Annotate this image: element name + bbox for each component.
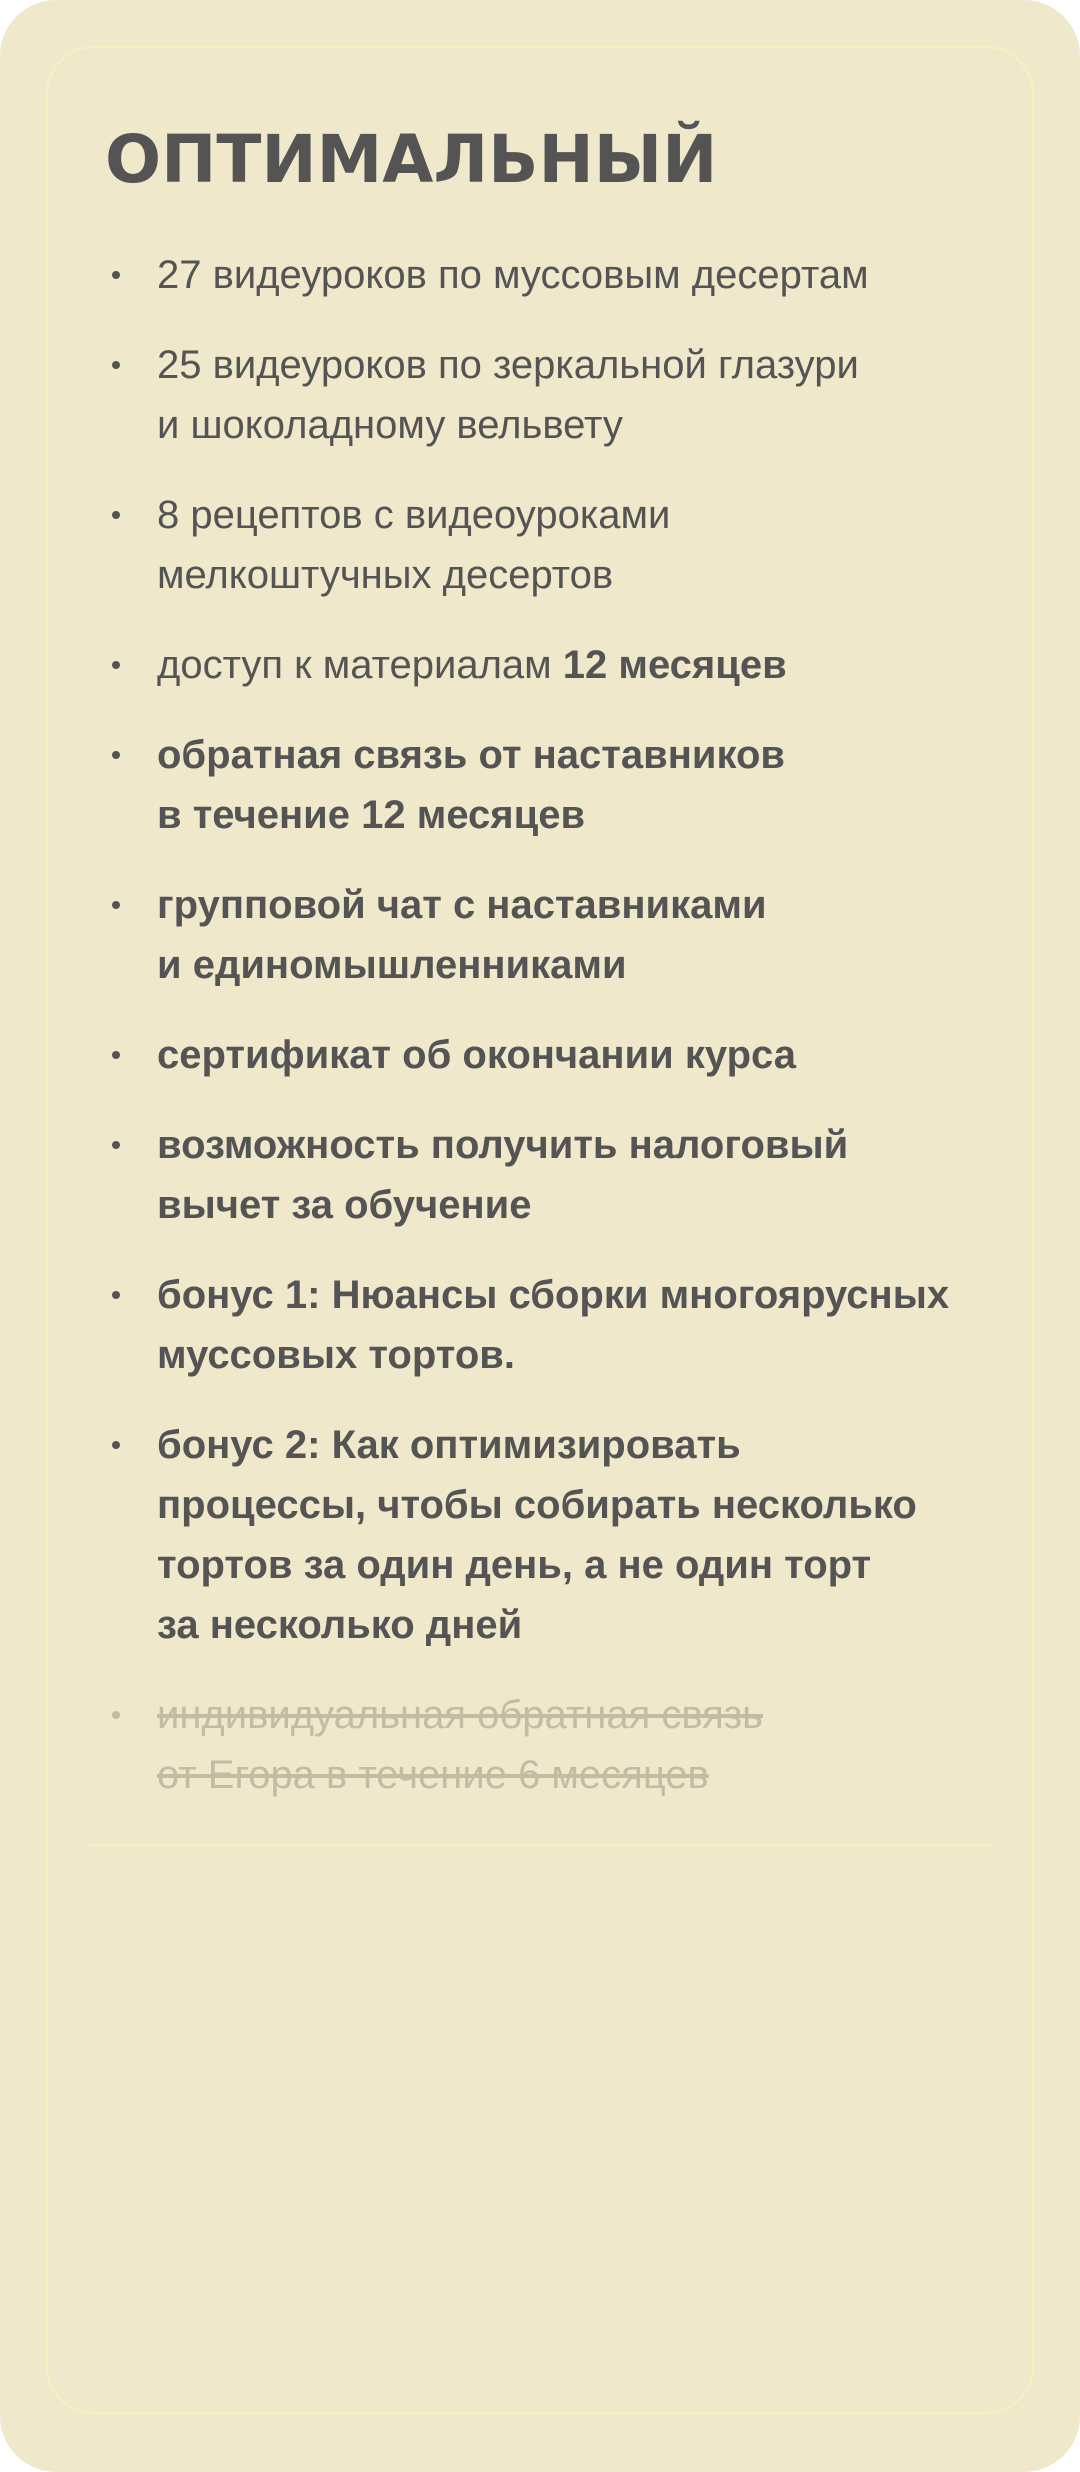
- feature-text-line: [157, 1685, 1020, 1745]
- feature-text-highlight: 12 месяцев: [562, 643, 787, 687]
- feature-text: групповой чат с наставниками: [157, 883, 767, 927]
- bullet-icon: [112, 1711, 120, 1719]
- feature-text: тортов за один день, а не один торт: [157, 1543, 872, 1587]
- feature-text: в течение 12 месяцев: [157, 793, 586, 837]
- feature-text-line: [157, 875, 1020, 935]
- bullet-icon: [112, 511, 120, 519]
- feature-text: сертификат об окончании курса: [157, 1033, 796, 1077]
- bullet-icon: [112, 901, 120, 909]
- feature-text: за несколько дней: [157, 1603, 523, 1647]
- feature-text: 27 видеуроков по муссовым десертам: [157, 253, 869, 297]
- feature-text-line: [157, 1745, 1020, 1805]
- feature-text-line: [157, 485, 1020, 545]
- feature-text: обратная связь от наставников: [157, 733, 785, 777]
- feature-text-line: [157, 1595, 1020, 1655]
- feature-text: 25 видеуроков по зеркальной глазури: [157, 343, 859, 387]
- feature-text: и шоколадному вельвету: [157, 403, 623, 447]
- feature-text: от Егора в течение 6 месяцев: [157, 1753, 709, 1797]
- bullet-icon: [112, 1141, 120, 1149]
- feature-text: возможность получить налоговый: [157, 1123, 849, 1167]
- feature-item: [0, 485, 1080, 605]
- bullet-icon: [112, 751, 120, 759]
- bullet-icon: [112, 661, 120, 669]
- feature-text: индивидуальная обратная связь: [157, 1693, 763, 1737]
- feature-text-line: [157, 1475, 1020, 1535]
- feature-item: [0, 635, 1080, 695]
- feature-item: [0, 725, 1080, 845]
- feature-text-line: [157, 335, 1020, 395]
- feature-item: [0, 1025, 1080, 1085]
- feature-item: [0, 1415, 1080, 1655]
- feature-item: [0, 1115, 1080, 1235]
- feature-text-line: [157, 635, 1020, 695]
- feature-text: бонус 2: Как оптимизировать: [157, 1423, 741, 1467]
- feature-text-line: [157, 545, 1020, 605]
- feature-text-line: [157, 245, 1020, 305]
- feature-text: доступ к материалам: [157, 643, 563, 687]
- bullet-icon: [112, 361, 120, 369]
- bullet-icon: [112, 271, 120, 279]
- feature-text-line: [157, 1265, 1020, 1325]
- feature-text: процессы, чтобы собирать несколько: [157, 1483, 917, 1527]
- feature-text-line: [157, 785, 1020, 845]
- feature-text-line: [157, 1415, 1020, 1475]
- feature-item: [0, 1265, 1080, 1385]
- feature-item: [0, 875, 1080, 995]
- feature-text: вычет за обучение: [157, 1183, 532, 1227]
- feature-text: 8 рецептов с видеоуроками: [157, 493, 671, 537]
- divider: [88, 1844, 992, 1846]
- feature-text-line: [157, 725, 1020, 785]
- feature-text-line: [157, 1535, 1020, 1595]
- feature-text-line: [157, 1025, 1020, 1085]
- feature-text: и единомышленниками: [157, 943, 627, 987]
- feature-item: [0, 245, 1080, 305]
- bullet-icon: [112, 1291, 120, 1299]
- feature-item: [0, 335, 1080, 455]
- feature-text: бонус 1: Нюансы сборки многоярусных: [157, 1273, 950, 1317]
- feature-text: муссовых тортов.: [157, 1333, 515, 1377]
- feature-text: мелкоштучных десертов: [157, 553, 614, 597]
- bullet-icon: [112, 1051, 120, 1059]
- tariff-title: ОПТИМАЛЬНЫЙ: [105, 121, 718, 198]
- feature-list: [0, 245, 1080, 1835]
- feature-text-line: [157, 395, 1020, 455]
- feature-text-line: [157, 1325, 1020, 1385]
- feature-text-line: [157, 1115, 1020, 1175]
- bullet-icon: [112, 1441, 120, 1449]
- feature-text-line: [157, 1175, 1020, 1235]
- feature-text-line: [157, 935, 1020, 995]
- feature-item-unavailable: [0, 1685, 1080, 1805]
